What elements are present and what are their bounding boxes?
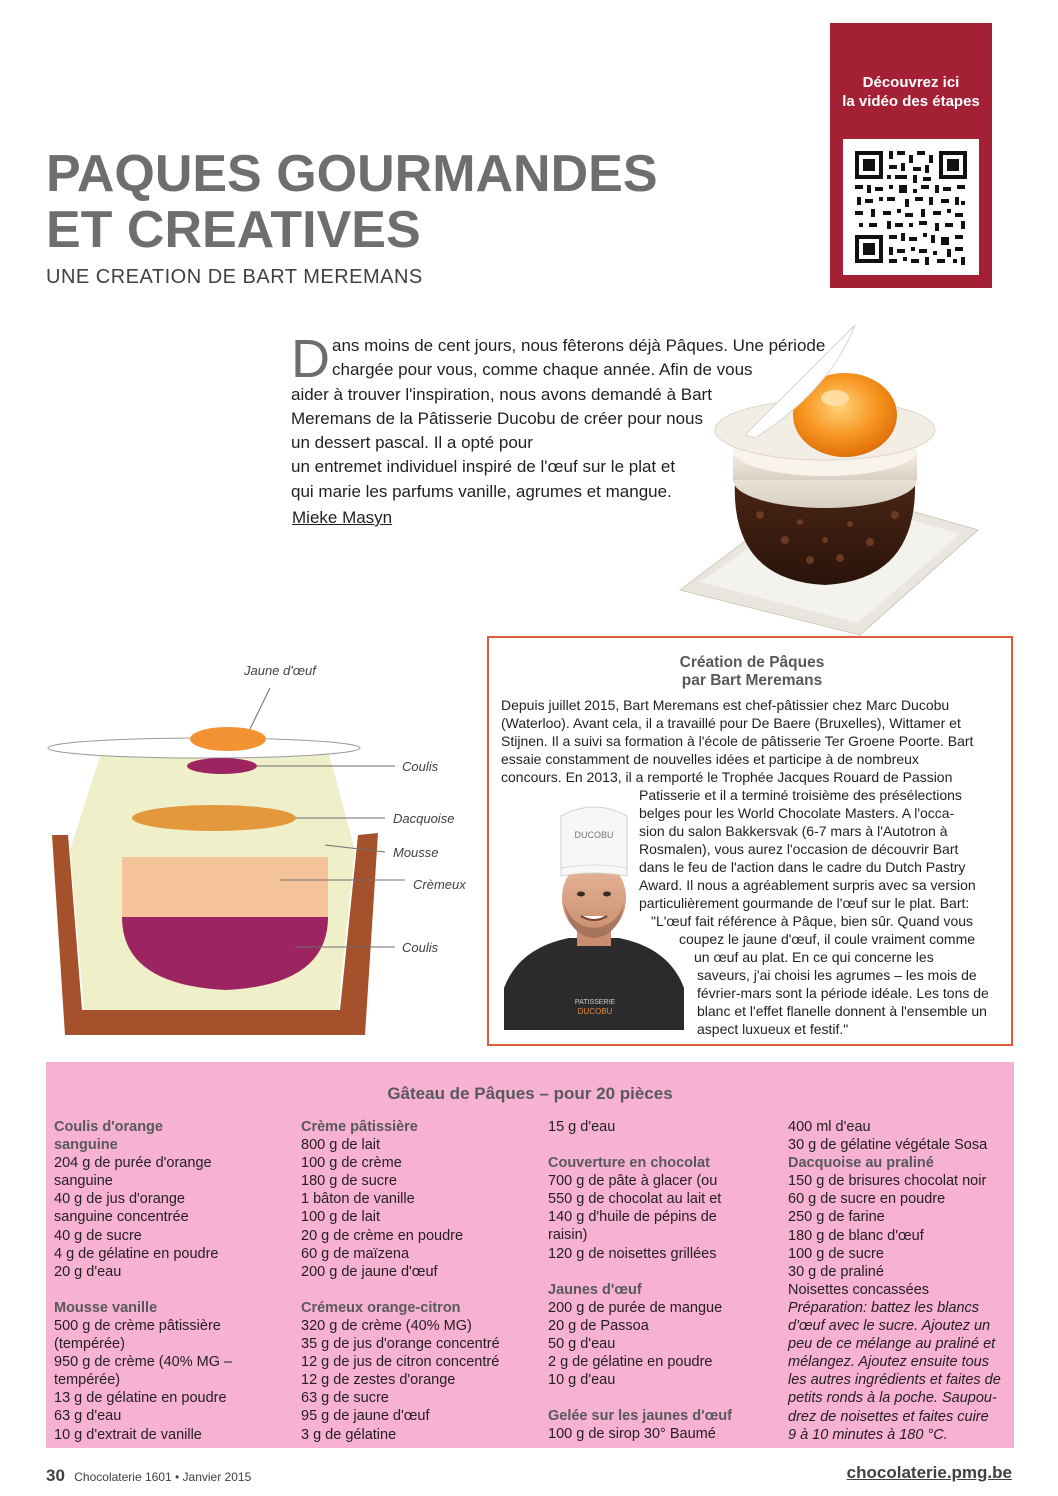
bio-line: Patisserie et il a terminé troisième des présélections bbox=[639, 787, 962, 803]
bio-line: concours. En 2013, il a remporté le Trophée Jacques Rouard de Passion bbox=[501, 769, 953, 785]
recipe-instruction-line: d'œuf avec le sucre. Ajoutez un bbox=[788, 1318, 991, 1335]
recipe-ingredient: 100 g de crème bbox=[301, 1155, 402, 1172]
recipe-ingredient: 120 g de noisettes grillées bbox=[548, 1245, 717, 1262]
cross-section-diagram bbox=[40, 655, 480, 1055]
recipe-ingredient: 10 g d'extrait de vanille bbox=[54, 1426, 202, 1443]
recipe-ingredient: 12 g de jus de citron concentré bbox=[301, 1354, 500, 1371]
recipe-ingredient: 1 bâton de vanille bbox=[301, 1191, 415, 1208]
recipe-ingredient: 500 g de crème pâtissière bbox=[54, 1317, 221, 1334]
apron-text-2: DUCOBU bbox=[577, 1007, 613, 1016]
bio-line: blanc et l'effet flanelle donnent à l'ensemble un bbox=[697, 1003, 987, 1019]
recipe-ingredient: 20 g de crème en poudre bbox=[301, 1227, 464, 1244]
recipe-ingredient: 63 g d'eau bbox=[54, 1408, 122, 1425]
recipe-instruction-line: 9 à 10 minutes à 180 °C. bbox=[788, 1426, 948, 1443]
bio-line: Award. Il nous a agréablement surpris avec sa version bbox=[639, 877, 976, 893]
recipe-ingredient: 250 g de farine bbox=[788, 1209, 885, 1226]
recipe-ingredient: 63 g de sucre bbox=[301, 1390, 389, 1407]
recipe-section-heading: Coulis d'orange bbox=[54, 1119, 163, 1135]
recipe-ingredient: 150 g de brisures chocolat noir bbox=[788, 1173, 987, 1190]
bio-line: Depuis juillet 2015, Bart Meremans est chef-pâtissier chez Marc Ducobu bbox=[501, 697, 950, 713]
recipe-spacer bbox=[548, 1389, 732, 1407]
intro-dropcap: D bbox=[291, 329, 330, 389]
recipe-panel bbox=[46, 1062, 1014, 1448]
recipe-ingredient: sanguine bbox=[54, 1173, 113, 1190]
bio-line: aspect luxueux et festif." bbox=[697, 1021, 849, 1037]
recipe-section-heading: Mousse vanille bbox=[54, 1299, 158, 1316]
recipe-ingredient: 15 g d'eau bbox=[548, 1119, 616, 1135]
recipe-ingredient: 30 g de gélatine végétale Sosa bbox=[788, 1137, 988, 1154]
title-line-1: PAQUES GOURMANDES bbox=[46, 145, 658, 203]
bio-line: Stijnen. Il a suivi sa formation à l'école de pâtisserie Ter Groene Poorte. Bart bbox=[501, 733, 974, 749]
author-link[interactable]: Mieke Masyn bbox=[292, 508, 393, 527]
bio-line: saveurs, j'ai choisi les agrumes – les mois de bbox=[697, 967, 977, 983]
recipe-ingredient: 700 g de pâte à glacer (ou bbox=[548, 1173, 718, 1190]
bio-line: particulièrement gourmande de l'œuf sur le plat. Bart: bbox=[639, 895, 970, 911]
recipe-section-heading: Crémeux orange-citron bbox=[301, 1299, 461, 1316]
intro-line: Meremans de la Pâtisserie Ducobu de créer pour nous bbox=[291, 408, 703, 428]
recipe-spacer bbox=[301, 1281, 500, 1299]
recipe-ingredient: 4 g de gélatine en poudre bbox=[54, 1245, 219, 1262]
bio-line: dans le feu de l'action dans le cadre du Dutch Pastry bbox=[639, 859, 966, 875]
bio-line: février-mars sont la période idéale. Les tons de bbox=[697, 985, 989, 1001]
intro-line: aider à trouver l'inspiration, nous avons demandé à Bart bbox=[291, 384, 712, 404]
title-line-2: ET CREATIVES bbox=[46, 201, 421, 259]
page-number: 30 bbox=[46, 1466, 65, 1485]
label-coulis-bottom: Coulis bbox=[402, 940, 439, 955]
dessert-photo bbox=[660, 310, 990, 640]
recipe-spacer bbox=[548, 1136, 732, 1154]
recipe-section-heading: Jaunes d'œuf bbox=[548, 1281, 642, 1298]
recipe-ingredient: 40 g de sucre bbox=[54, 1227, 142, 1244]
recipe-ingredient: 320 g de crème (40% MG) bbox=[301, 1317, 472, 1334]
recipe-ingredient: 140 g d'huile de pépins de bbox=[548, 1209, 717, 1226]
qr-code-graphic bbox=[843, 139, 979, 275]
recipe-ingredient: 200 g de jaune d'œuf bbox=[301, 1263, 438, 1280]
bio-title-line-2: par Bart Meremans bbox=[681, 672, 823, 689]
intro-line: un entremet individuel inspiré de l'œuf sur le plat et bbox=[291, 457, 676, 477]
bio-line: belges pour les World Chocolate Masters. A l'occa- bbox=[639, 805, 955, 821]
recipe-instruction-line: peu de ce mélange au praliné et bbox=[788, 1336, 996, 1353]
recipe-ingredient: 20 g d'eau bbox=[54, 1263, 122, 1280]
chef-portrait bbox=[499, 798, 689, 1030]
bio-line: un œuf au plat. En ce qui concerne les bbox=[694, 949, 934, 965]
qr-promo-box[interactable] bbox=[830, 23, 992, 288]
recipe-column-3 bbox=[548, 1118, 732, 1443]
recipe-section-heading: sanguine bbox=[54, 1137, 118, 1154]
intro-line: ans moins de cent jours, nous fêterons déjà Pâques. Une période bbox=[332, 336, 826, 355]
recipe-section-heading: Crème pâtissière bbox=[301, 1119, 418, 1135]
recipe-ingredient: 550 g de chocolat au lait et bbox=[548, 1191, 722, 1208]
recipe-ingredient: 35 g de jus d'orange concentré bbox=[301, 1336, 500, 1353]
recipe-ingredient: 60 g de maïzena bbox=[301, 1245, 410, 1262]
bio-line: sion du salon Bakkersvak (6-7 mars à l'Autotron à bbox=[639, 823, 948, 839]
chef-bio-box bbox=[487, 636, 1013, 1046]
recipe-ingredient: 12 g de zestes d'orange bbox=[301, 1372, 456, 1389]
bio-line: essaie constamment de nouvelles idées et participe à de nombreux bbox=[501, 751, 919, 767]
bio-title bbox=[489, 654, 1015, 690]
recipe-ingredient: 200 g de purée de mangue bbox=[548, 1299, 723, 1316]
recipe-instruction-line: Préparation: battez les blancs bbox=[788, 1299, 980, 1316]
qr-promo-text bbox=[830, 73, 992, 111]
recipe-ingredient: 10 g d'eau bbox=[548, 1372, 616, 1389]
bio-line: "L'œuf fait référence à Pâque, bien sûr. Quand vous bbox=[651, 913, 974, 929]
apron-text-1: PATISSERIE bbox=[574, 999, 616, 1006]
recipe-spacer bbox=[54, 1281, 232, 1299]
recipe-instruction-line: les autres ingrédients et faites de bbox=[788, 1372, 1001, 1389]
recipe-instruction-line: mélangez. Ajoutez ensuite tous bbox=[788, 1354, 989, 1371]
label-cremeux: Crèmeux bbox=[413, 877, 466, 892]
qr-promo-line-2: la vidéo des étapes bbox=[842, 93, 980, 110]
recipe-instruction-line: drez de noisettes et faites cuire bbox=[788, 1408, 989, 1425]
recipe-ingredient: 95 g de jaune d'œuf bbox=[301, 1408, 430, 1425]
issue-info: Chocolaterie 1601 • Janvier 2015 bbox=[74, 1470, 252, 1484]
recipe-ingredient: Noisettes concassées bbox=[788, 1281, 930, 1298]
recipe-ingredient: 20 g de Passoa bbox=[548, 1317, 649, 1334]
recipe-ingredient: 40 g de jus d'orange bbox=[54, 1191, 185, 1208]
label-jaune-doeuf: Jaune d'œuf bbox=[244, 663, 316, 678]
recipe-ingredient: 950 g de crème (40% MG – bbox=[54, 1354, 233, 1371]
recipe-ingredient: 204 g de purée d'orange bbox=[54, 1155, 212, 1172]
label-dacquoise: Dacquoise bbox=[393, 811, 455, 826]
recipe-ingredient: 2 g de gélatine en poudre bbox=[548, 1354, 713, 1371]
recipe-ingredient: sanguine concentrée bbox=[54, 1209, 189, 1226]
recipe-section-heading: Gelée sur les jaunes d'œuf bbox=[548, 1408, 732, 1425]
label-mousse: Mousse bbox=[393, 845, 439, 860]
recipe-section-heading: Couverture en chocolat bbox=[548, 1155, 710, 1172]
recipe-ingredient: 100 g de lait bbox=[301, 1209, 381, 1226]
recipe-ingredient: 13 g de gélatine en poudre bbox=[54, 1390, 227, 1407]
recipe-ingredient: (tempérée) bbox=[54, 1336, 125, 1353]
qr-code-icon[interactable] bbox=[843, 139, 979, 275]
page-subtitle: UNE CREATION DE BART MEREMANS bbox=[46, 266, 423, 288]
recipe-ingredient: 50 g d'eau bbox=[548, 1335, 616, 1352]
recipe-column-2 bbox=[301, 1118, 500, 1444]
qr-promo-line-1: Découvrez ici bbox=[862, 74, 960, 91]
recipe-ingredient: 180 g de sucre bbox=[301, 1173, 397, 1190]
recipe-instruction-line: petits ronds à la poche. Saupou- bbox=[788, 1390, 997, 1407]
label-coulis-top: Coulis bbox=[402, 759, 439, 774]
bio-line: Rosmalen), vous aurez l'occasion de découvrir Bart bbox=[639, 841, 959, 857]
recipe-title: Gâteau de Pâques – pour 20 pièces bbox=[387, 1084, 673, 1103]
recipe-ingredient: 800 g de lait bbox=[301, 1137, 381, 1154]
recipe-ingredient: 400 ml d'eau bbox=[788, 1119, 871, 1135]
page-title bbox=[46, 146, 666, 258]
recipe-ingredient: 100 g de sirop 30° Baumé bbox=[548, 1426, 716, 1443]
bio-line: (Waterloo). Avant cela, il a travaillé pour De Baere (Bruxelles), Wittamer et bbox=[501, 715, 961, 731]
recipe-section-heading: Dacquoise au praliné bbox=[788, 1155, 934, 1172]
recipe-spacer bbox=[548, 1263, 732, 1281]
footer-left bbox=[46, 1466, 251, 1486]
intro-line: un dessert pascal. Il a opté pour bbox=[291, 433, 533, 453]
recipe-ingredient: 3 g de gélatine bbox=[301, 1426, 397, 1443]
recipe-column-1 bbox=[54, 1118, 232, 1444]
recipe-ingredient: raisin) bbox=[548, 1227, 588, 1244]
intro-line: chargée pour vous, comme chaque année. Afin de vous bbox=[332, 360, 753, 380]
recipe-ingredient: 180 g de blanc d'œuf bbox=[788, 1227, 924, 1244]
recipe-ingredient: 60 g de sucre en poudre bbox=[788, 1191, 946, 1208]
recipe-ingredient: 100 g de sucre bbox=[788, 1245, 884, 1262]
hat-text: DUCOBU bbox=[574, 830, 614, 840]
footer-url-link[interactable]: chocolaterie.pmg.be bbox=[846, 1463, 1012, 1482]
recipe-ingredient: tempérée) bbox=[54, 1372, 121, 1389]
recipe-column-4 bbox=[788, 1118, 1001, 1444]
intro-line: qui marie les parfums vanille, agrumes et mangue. bbox=[291, 481, 672, 501]
bio-title-line-1: Création de Pâques bbox=[679, 654, 825, 671]
bio-line: coupez le jaune d'œuf, il coule vraiment comme bbox=[679, 931, 976, 947]
recipe-ingredient: 30 g de praliné bbox=[788, 1263, 884, 1280]
